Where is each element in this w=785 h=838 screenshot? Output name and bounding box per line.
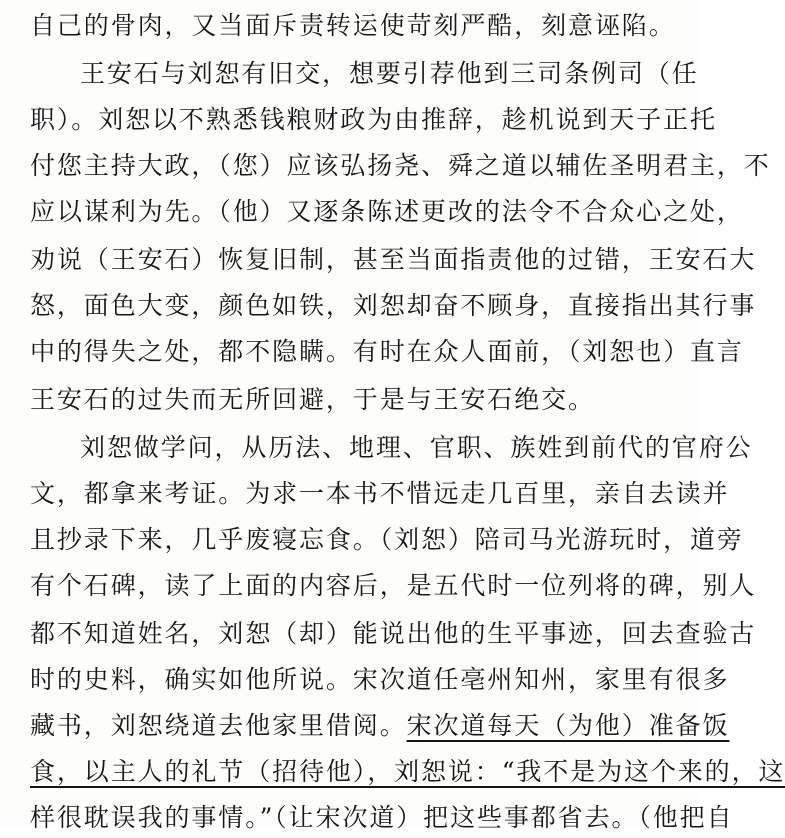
text-line-11: 文，都拿来考证。为求一本书不惜远走几百里，亲自去读并 <box>30 479 730 508</box>
text-line-6: 劝说（王安石）恢复旧制，甚至当面指责他的过错，王安石大 <box>30 245 757 274</box>
text-line-7: 怒，面色大变，颜色如铁，刘恕却奋不顾身，直接指出其行事 <box>30 291 757 320</box>
text-line-13: 有个石碑，读了上面的内容后，是五代时一位列将的碑，别人 <box>30 571 757 600</box>
text-line-9: 王安石的过失而无所回避，于是与王安石绝交。 <box>30 385 595 414</box>
text-line-17-text: 食，以主人的礼节（招待他），刘恕说：“我不是为这个来的，这 <box>30 757 785 786</box>
text-line-17 <box>30 752 785 792</box>
text-line-1: 自己的骨肉，又当面斥责转运使苛刻严酷，刻意诬陷。 <box>30 11 676 40</box>
text-line-10: 刘恕做学问，从历法、地理、官职、族姓到前代的官府公 <box>80 433 753 462</box>
text-line-15: 时的史料，确实如他所说。宋次道任亳州知州，家里有很多 <box>30 665 730 694</box>
text-line-5: 应以谋利为先。（他）又逐条陈述更改的法令不合众心之处， <box>30 197 744 226</box>
text-line-8: 中的得失之处，都不隐瞒。有时在众人面前，（刘恕也）直言 <box>30 337 744 366</box>
text-line-14: 都不知道姓名，刘恕（却）能说出他的生平事迹，回去查验古 <box>30 619 757 648</box>
text-line-16-plain: 藏书，刘恕绕道去他家里借阅。 <box>30 711 407 740</box>
text-line-4: 付您主持大政，（您）应该弘扬尧、舜之道以辅佐圣明君主，不 <box>30 151 771 180</box>
text-line-16-underlined: 宋次道每天（为他）准备饭 <box>406 711 730 740</box>
text-line-16 <box>30 706 730 746</box>
text-line-2: 王安石与刘恕有旧交，想要引荐他到三司条例司（任 <box>80 59 699 88</box>
text-line-3: 职）。刘恕以不熟悉钱粮财政为由推辞，趁机说到天子正托 <box>30 105 717 134</box>
text-line-18: 样很耽误我的事情。”（让宋次道）把这些事都省去。（他把自 <box>30 803 734 832</box>
text-line-12: 且抄录下来，几乎废寝忘食。（刘恕）陪司马光游玩时，道旁 <box>30 525 744 554</box>
